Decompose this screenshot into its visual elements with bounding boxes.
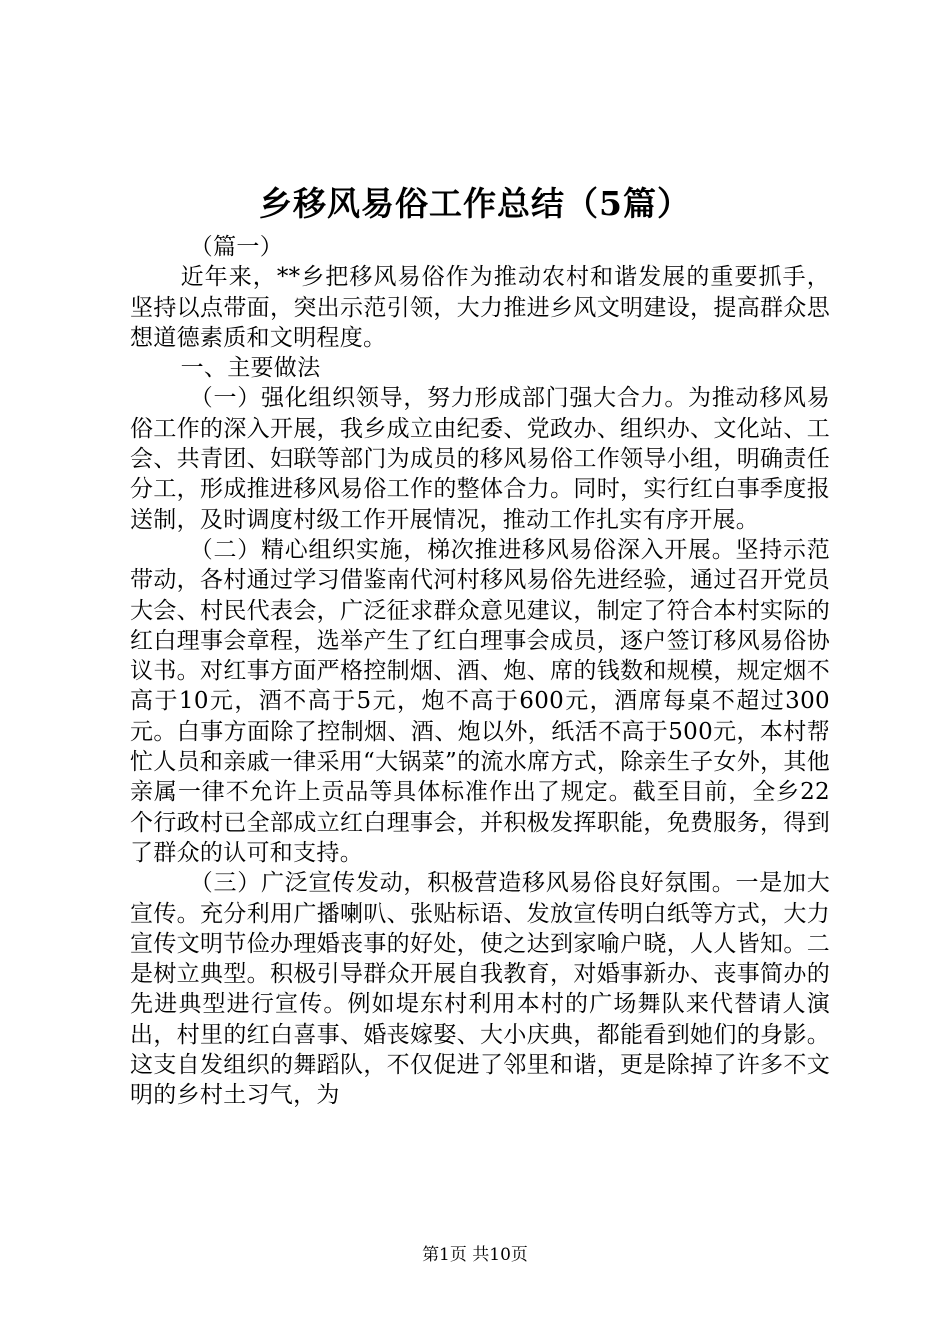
section-heading: 一、主要做法 bbox=[180, 355, 321, 382]
paragraph-organization: （一）强化组织领导，努力形成部门强大合力。为推动移风易俗工作的深入开展，我乡成立由纪委、党政办、组织办、文化站、工会、共青团、妇联等部门为成员的移风易俗工作领导小组，明确责任分工，形成推进移风易俗工作的整体合力。同时，实行红白事季度报送制，及时调度村级工作开展情况，推动工作扎实有序开展。 bbox=[130, 385, 830, 533]
paragraph-publicity: （三）广泛宣传发动，积极营造移风易俗良好氛围。一是加大宣传。充分利用广播喇叭、张贴标语、发放宣传明白纸等方式，大力宣传文明节俭办理婚丧事的好处，使之达到家喻户晓，人人皆知。二是树立典型。积极引导群众开展自我教育，对婚事新办、丧事简办的先进典型进行宣传。例如堤东村利用本村的广场舞队来代替请人演出，村里的红白喜事、婚丧嫁娶、大小庆典，都能看到她们的身影。这支自发组织的舞蹈队，不仅促进了邻里和谐，更是除掉了许多不文明的乡村土习气，为 bbox=[130, 870, 830, 1109]
paragraph-implementation: （二）精心组织实施，梯次推进移风易俗深入开展。坚持示范带动，各村通过学习借鉴南代河村移风易俗先进经验，通过召开党员大会、村民代表会，广泛征求群众意见建议，制定了符合本村实际的红白理事会章程，选举产生了红白理事会成员，逐户签订移风易俗协议书。对红事方面严格控制烟、酒、炮、席的钱数和规模，规定烟不高于10元，酒不高于5元，炮不高于600元，酒席每桌不超过300元。白事方面除了控制烟、酒、炮以外，纸活不高于500元，本村帮忙人员和亲戚一律采用“大锅菜”的流水席方式，除亲生子女外，其他亲属一律不允许上贡品等具体标准作出了规定。截至目前，全乡22个行政村已全部成立红白理事会，并积极发挥职能，免费服务，得到了群众的认可和支持。 bbox=[130, 536, 830, 866]
document-body bbox=[130, 232, 830, 1111]
intro-paragraph: 近年来，**乡把移风易俗作为推动农村和谐发展的重要抓手，坚持以点带面，突出示范引领，大力推进乡风文明建设，提高群众思想道德素质和文明程度。 bbox=[130, 264, 830, 351]
section-label: （篇一） bbox=[189, 234, 283, 260]
document-title: 乡移风易俗工作总结（5篇） bbox=[259, 184, 691, 223]
page-footer: 第1页 共10页 bbox=[422, 1245, 528, 1265]
